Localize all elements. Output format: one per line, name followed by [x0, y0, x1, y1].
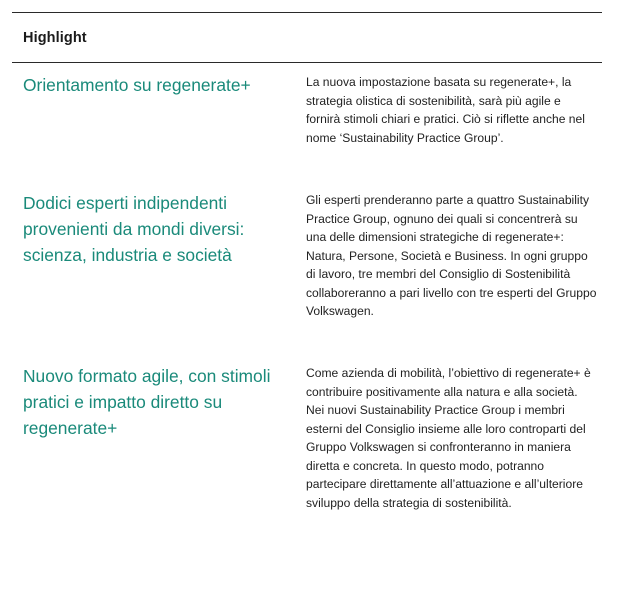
card-header — [12, 13, 602, 62]
highlight-description: La nuova impostazione basata su regenerate+, la strategia olistica di sostenibilità, sarà più agile e fornirà stimoli chiari e pratici. Ciò si riflette anche nel nome ‘Sustainability Practice Group’. — [306, 75, 585, 145]
highlight-list — [12, 63, 602, 563]
highlight-heading: Orientamento su regenerate+ — [23, 75, 251, 95]
highlight-description: Gli esperti prenderanno parte a quattro Sustainability Practice Group, ognuno dei quali si concentrerà su una delle dimensioni strategiche di regenerate+: Natura, Persone, Società e Business. In ogni gruppo di lavoro, tre membri del Consiglio di Sostenibilità collaboreranno a pari livello con tre esperti del Gruppo Volkswagen. — [306, 193, 597, 318]
highlight-heading: Dodici esperti indipendenti provenienti da mondi diversi: scienza, industria e società — [23, 193, 245, 265]
highlight-row — [12, 190, 602, 363]
highlight-row — [12, 363, 602, 563]
highlight-description: Come azienda di mobilità, l’obiettivo di regenerate+ è contribuire positivamente alla natura e alla società. Nei nuovi Sustainability Practice Group i membri esterni del Consiglio insieme alle loro controparti del Gruppo Volkswagen si confronteranno in maniera diretta e concreta. In questo modo, potranno partecipare direttamente all’attuazione e all’ulteriore sviluppo della strategia di sostenibilità. — [306, 366, 591, 510]
card-title: Highlight — [23, 29, 87, 46]
highlight-heading: Nuovo formato agile, con stimoli pratici e impatto diretto su regenerate+ — [23, 366, 271, 438]
highlight-row — [12, 72, 602, 190]
highlight-card — [12, 12, 602, 563]
